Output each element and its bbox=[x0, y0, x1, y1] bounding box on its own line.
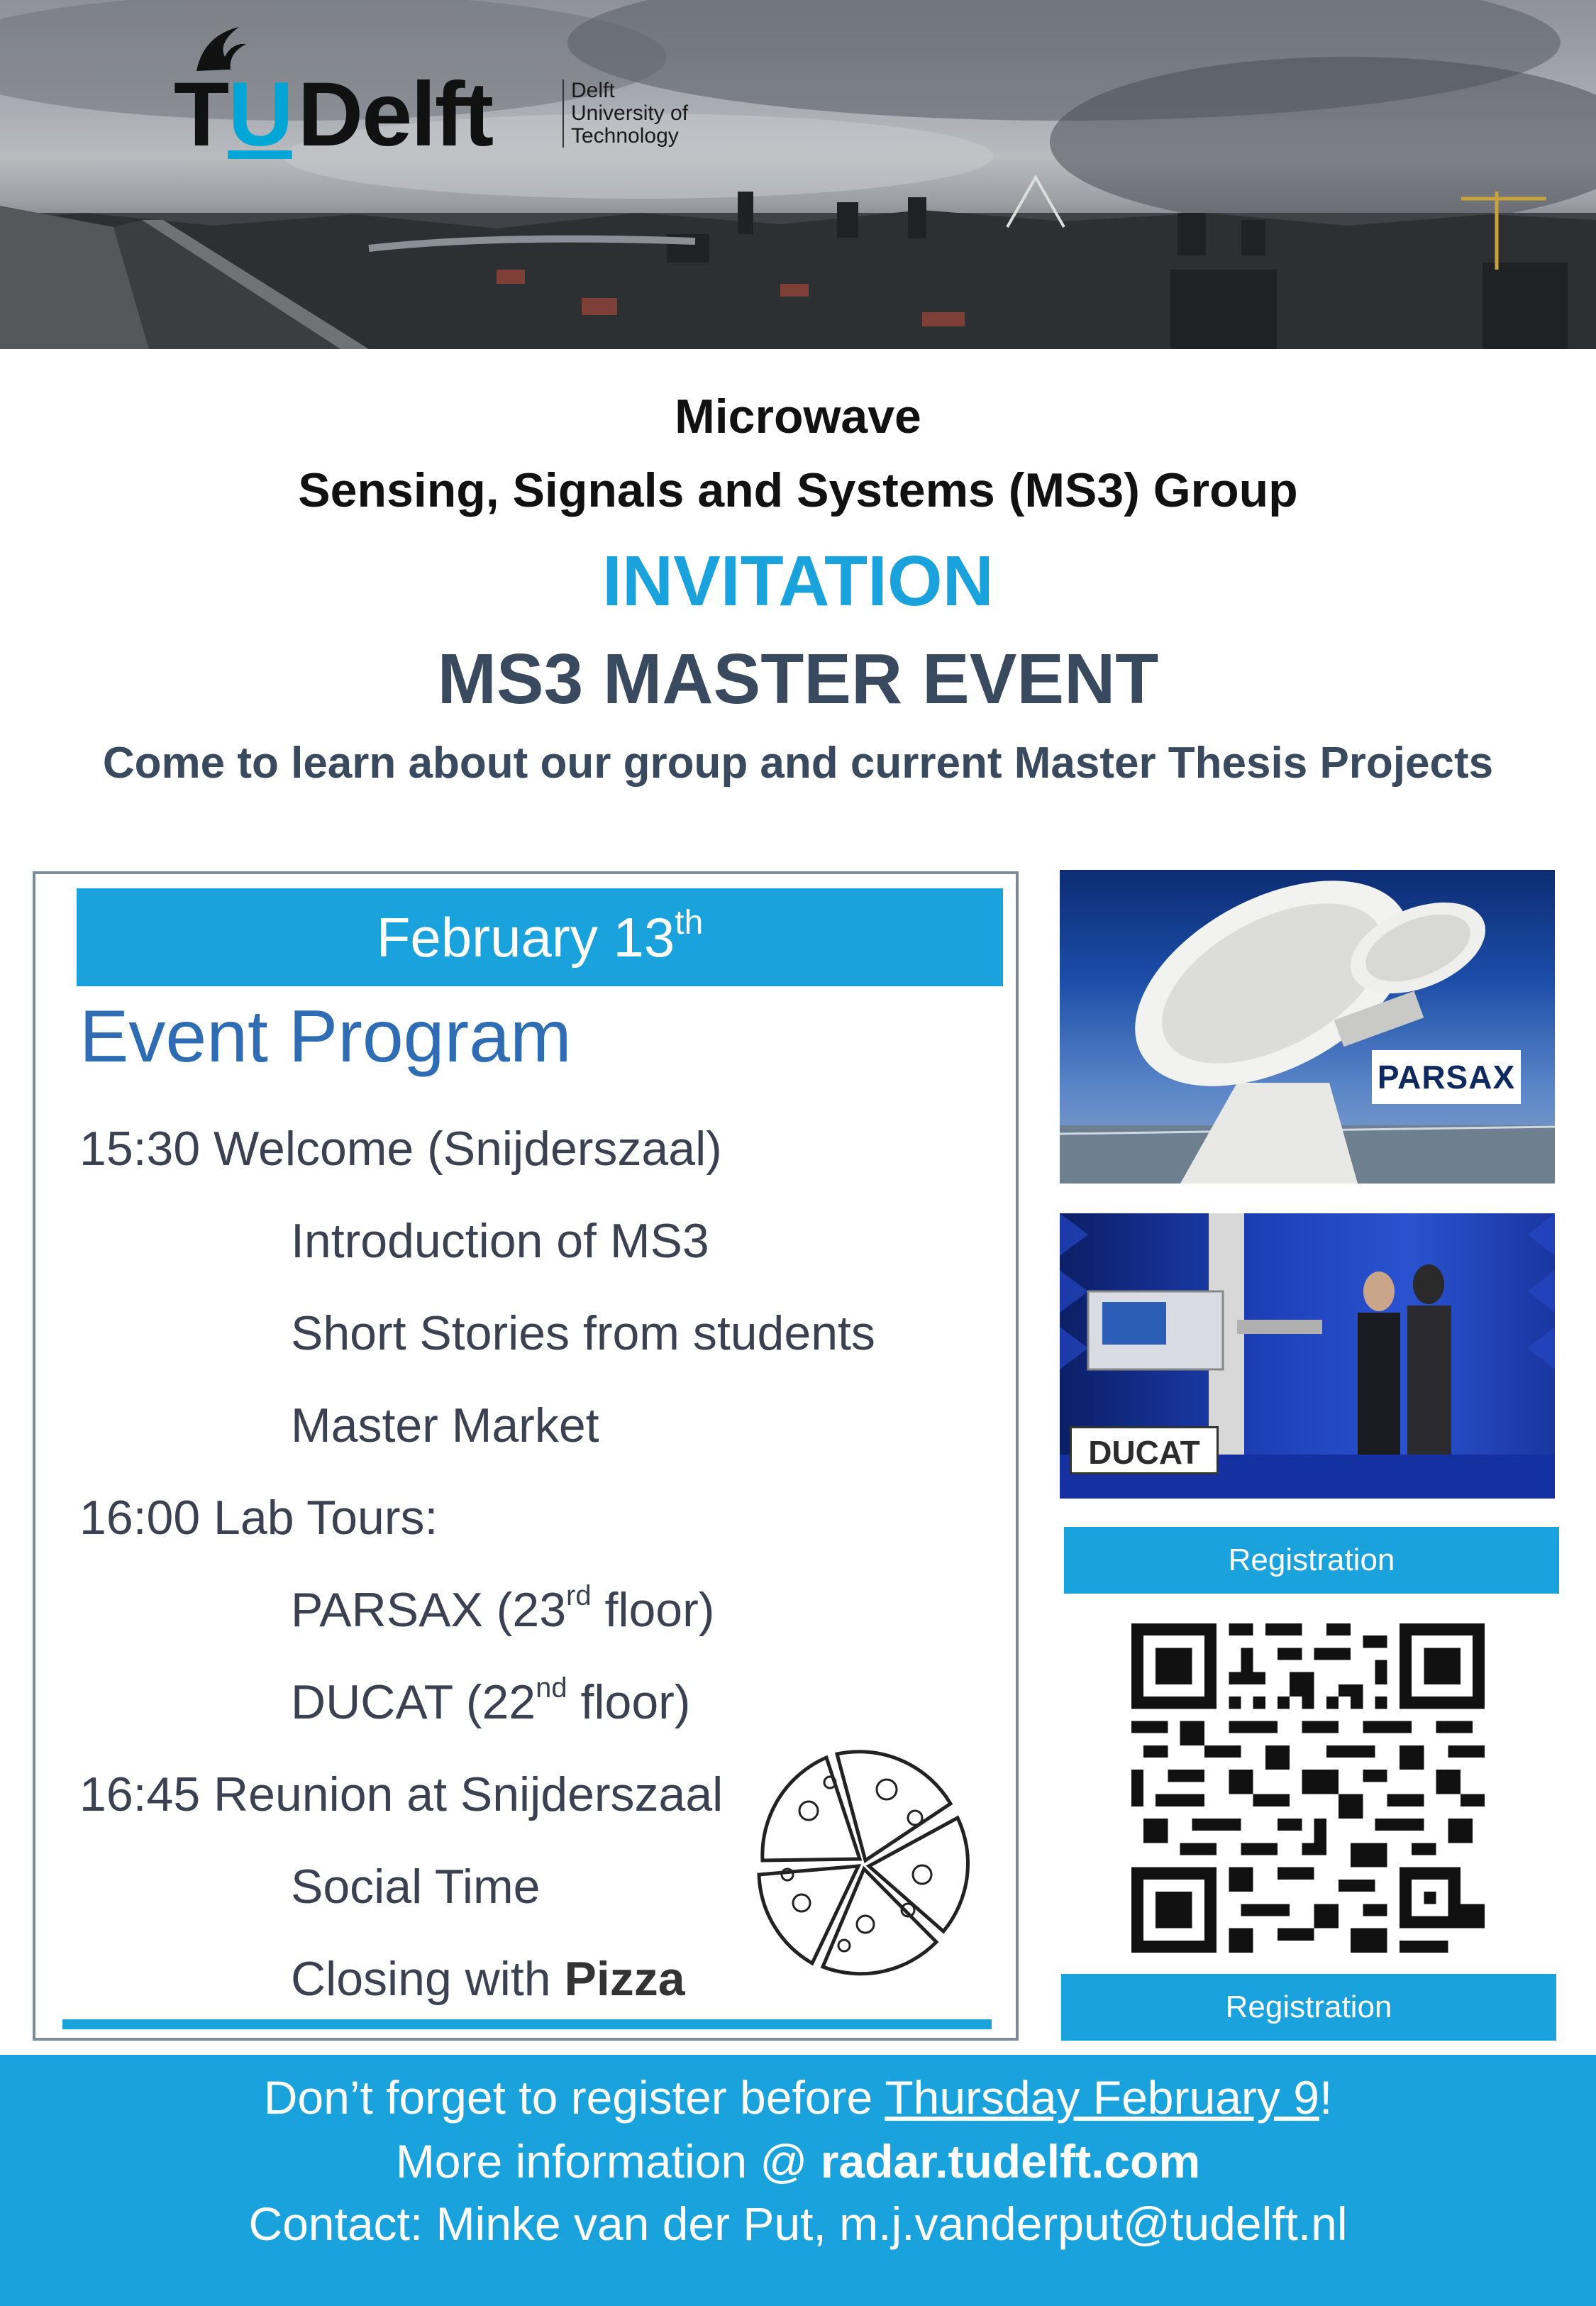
event-program-box bbox=[33, 871, 1019, 2041]
registration-deadline-link[interactable]: Thursday February 9 bbox=[885, 2071, 1319, 2124]
program-item-text: floor) bbox=[591, 1583, 715, 1637]
event-date-suffix: th bbox=[675, 904, 704, 942]
event-subtitle: Come to learn about our group and current Master Thesis Projects bbox=[102, 739, 1494, 788]
parsax-label: PARSAX bbox=[1372, 1050, 1521, 1104]
register-reminder bbox=[0, 2070, 1596, 2124]
ducat-label: DUCAT bbox=[1070, 1426, 1219, 1474]
program-item-text: DUCAT (22 bbox=[291, 1675, 536, 1729]
website-link[interactable]: radar.tudelft.com bbox=[820, 2135, 1201, 2188]
register-reminder-text: ! bbox=[1319, 2071, 1333, 2124]
more-info-text: More information @ bbox=[395, 2135, 821, 2188]
logo-tu: T bbox=[174, 64, 228, 165]
ducat-anechoic-photo bbox=[1060, 1213, 1555, 1499]
program-item-bold: Pizza bbox=[564, 1952, 685, 2006]
program-item-sup: nd bbox=[536, 1672, 567, 1704]
logo-u: U bbox=[228, 64, 292, 165]
program-item: Social Time bbox=[291, 1860, 541, 1914]
event-title: MS3 MASTER EVENT bbox=[437, 639, 1159, 719]
logo-subtitle-line: University of bbox=[571, 101, 689, 125]
program-item: Master Market bbox=[291, 1399, 599, 1452]
group-name-line1: Microwave bbox=[675, 390, 921, 443]
program-item bbox=[291, 1582, 714, 1638]
program-item: 16:00 Lab Tours: bbox=[79, 1491, 438, 1545]
group-name-line2: Sensing, Signals and Systems (MS3) Group bbox=[298, 463, 1298, 517]
logo-subtitle bbox=[563, 79, 688, 148]
program-title: Event Program bbox=[79, 995, 572, 1078]
program-item-text: PARSAX (23 bbox=[291, 1583, 567, 1637]
more-info-line bbox=[0, 2134, 1596, 2188]
event-date bbox=[77, 888, 1003, 986]
pizza-icon bbox=[745, 1740, 986, 1981]
tu-delft-logo bbox=[174, 21, 713, 165]
program-item-text: Closing with bbox=[291, 1952, 565, 2006]
invitation-heading: INVITATION bbox=[602, 541, 994, 621]
parsax-radar-photo bbox=[1060, 870, 1555, 1184]
program-item: 16:45 Reunion at Snijderszaal bbox=[79, 1767, 724, 1821]
logo-delft: Delft bbox=[297, 64, 493, 165]
event-date-text: February 13 bbox=[376, 906, 675, 969]
registration-qr-code[interactable] bbox=[1131, 1623, 1485, 1953]
footer-banner bbox=[0, 2055, 1596, 2306]
registration-label-bottom[interactable]: Registration bbox=[1061, 1974, 1556, 2041]
contact-line: Contact: Minke van der Put, m.j.vanderput@tudelft.nl bbox=[248, 2197, 1348, 2250]
registration-label-top[interactable]: Registration bbox=[1064, 1527, 1559, 1594]
program-item: 15:30 Welcome (Snijderszaal) bbox=[79, 1122, 722, 1176]
divider bbox=[62, 2019, 992, 2029]
logo-subtitle-line: Technology bbox=[571, 124, 679, 148]
logo-wordmark bbox=[174, 64, 493, 165]
logo-subtitle-line: Delft bbox=[571, 79, 615, 102]
program-item-sup: rd bbox=[566, 1580, 592, 1611]
program-item-text: floor) bbox=[567, 1675, 691, 1729]
program-item bbox=[291, 1672, 691, 1730]
parsax-antenna-image bbox=[1060, 870, 1555, 1184]
program-item: Introduction of MS3 bbox=[291, 1214, 709, 1268]
register-reminder-text: Don’t forget to register before bbox=[263, 2071, 885, 2124]
header-photo bbox=[0, 0, 1596, 349]
program-item: Short Stories from students bbox=[291, 1306, 875, 1360]
program-item bbox=[291, 1951, 685, 2007]
